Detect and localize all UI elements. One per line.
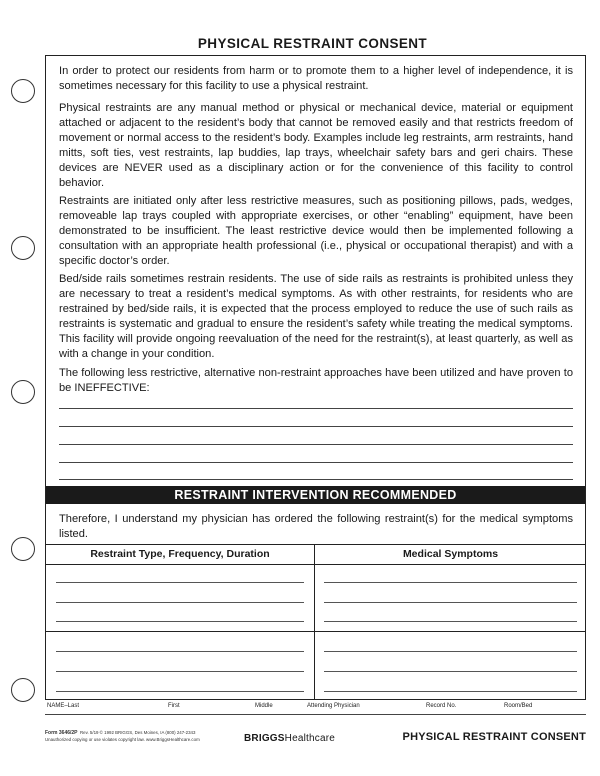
restraint-entry-line[interactable] [56,651,304,652]
first-name-field[interactable]: First [168,703,180,709]
medical-symptoms-header: Medical Symptoms [402,548,499,560]
initiation-paragraph: Restraints are initiated only after less restrictive measures, such as positioning pillows, pads, wedges, removeable lap trays coupled with appropriate exercises, or other “enabling” equipment, have been demonstrated to be insufficient. The least restrictive device would then be implemented following a consultation with an appropriate health professional (i.e., physical or occupational therapist) and with a specific doctor’s order. [59,195,573,267]
row-divider [46,631,585,632]
section-heading: RESTRAINT INTERVENTION RECOMMENDED [46,486,585,504]
footer-rule [45,714,586,715]
form-title: PHYSICAL RESTRAINT CONSENT [197,36,428,51]
revision-text: Rev. 5/19 © 1992 BRIGGS, Des Moines, IA (800) 247-2343 [79,730,196,735]
symptom-entry-line[interactable] [324,651,577,652]
binder-hole [11,236,35,260]
restraint-entry-line[interactable] [56,671,304,672]
alternatives-paragraph: The following less restrictive, alternative non-restraint approaches have been utilized and have proven to be INEFFECTIVE: [59,367,573,394]
room-bed-field[interactable]: Room/Bed [504,703,533,709]
brand-main: BRIGGS [244,733,285,744]
attending-physician-field[interactable]: Attending Physician [307,703,360,709]
symptom-entry-line[interactable] [324,691,577,692]
restraint-entry-line[interactable] [56,602,304,603]
restraint-table [46,544,585,699]
form-number-line [45,730,195,736]
briggs-logo [244,733,335,744]
alternatives-line-3[interactable] [59,444,573,445]
symptom-entry-line[interactable] [324,671,577,672]
restraint-entry-line[interactable] [56,582,304,583]
last-name-field[interactable]: NAME–Last [47,703,80,709]
brand-sub: Healthcare [284,733,336,744]
alternatives-line-1[interactable] [59,408,573,409]
footer-title: PHYSICAL RESTRAINT CONSENT [402,731,586,743]
binder-hole [11,537,35,561]
restraint-entry-line[interactable] [56,621,304,622]
header-rule [46,564,585,565]
therefore-paragraph: Therefore, I understand my physician has ordered the following restraint(s) for the medical symptoms listed. [59,513,573,540]
middle-name-field[interactable]: Middle [255,703,273,709]
symptom-entry-line[interactable] [324,621,577,622]
copy-notice: Unauthorized copying or use violates copyright law. www.BriggsHealthcare.com [45,737,200,742]
form-number: Form 3646/2P [45,730,78,736]
alternatives-line-4[interactable] [59,462,573,463]
resident-id-fields [45,701,586,713]
binder-hole [11,678,35,702]
binder-hole [11,380,35,404]
form-body [45,55,586,700]
symptom-entry-line[interactable] [324,602,577,603]
restraint-type-header: Restraint Type, Frequency, Duration [90,548,270,560]
alternatives-line-2[interactable] [59,426,573,427]
symptom-entry-line[interactable] [324,582,577,583]
definition-paragraph: Physical restraints are any manual method or physical or mechanical device, material or equipment attached or adjacent to the resident’s body that cannot be removed easily and that restricts freedom of movement or normal access to the resident’s body. Examples include leg restraints, arm restraints, hand mitts, soft ties, vest restraints, lap buddies, lap trays, wheelchair safety bars and geri chairs. These devices are NEVER used as a disciplinary action or for the convenience of this facility to control behavior. [59,102,573,189]
restraint-entry-line[interactable] [56,691,304,692]
binder-hole [11,79,35,103]
intro-paragraph: In order to protect our residents from harm or to promote them to a higher level of independence, it is sometimes necessary for this facility to use a physical restraint. [59,65,573,92]
column-divider [314,545,315,699]
alternatives-line-5[interactable] [59,479,573,480]
bed-rails-paragraph: Bed/side rails sometimes restrain residents. The use of side rails as restraints is prohibited unless they are necessary to treat a resident’s medical symptoms. As with other restraints, for residents who are restrained by bed/side rails, it is expected that the process employed to reduce the use of such rails as restraints is systematic and gradual to ensure the resident’s safety while treating the medical symptoms. This facility will provide ongoing reevaluation of the need for the restraint(s), at least quarterly, as well as with a change in your condition. [59,273,573,360]
record-number-field[interactable]: Record No. [426,703,457,709]
